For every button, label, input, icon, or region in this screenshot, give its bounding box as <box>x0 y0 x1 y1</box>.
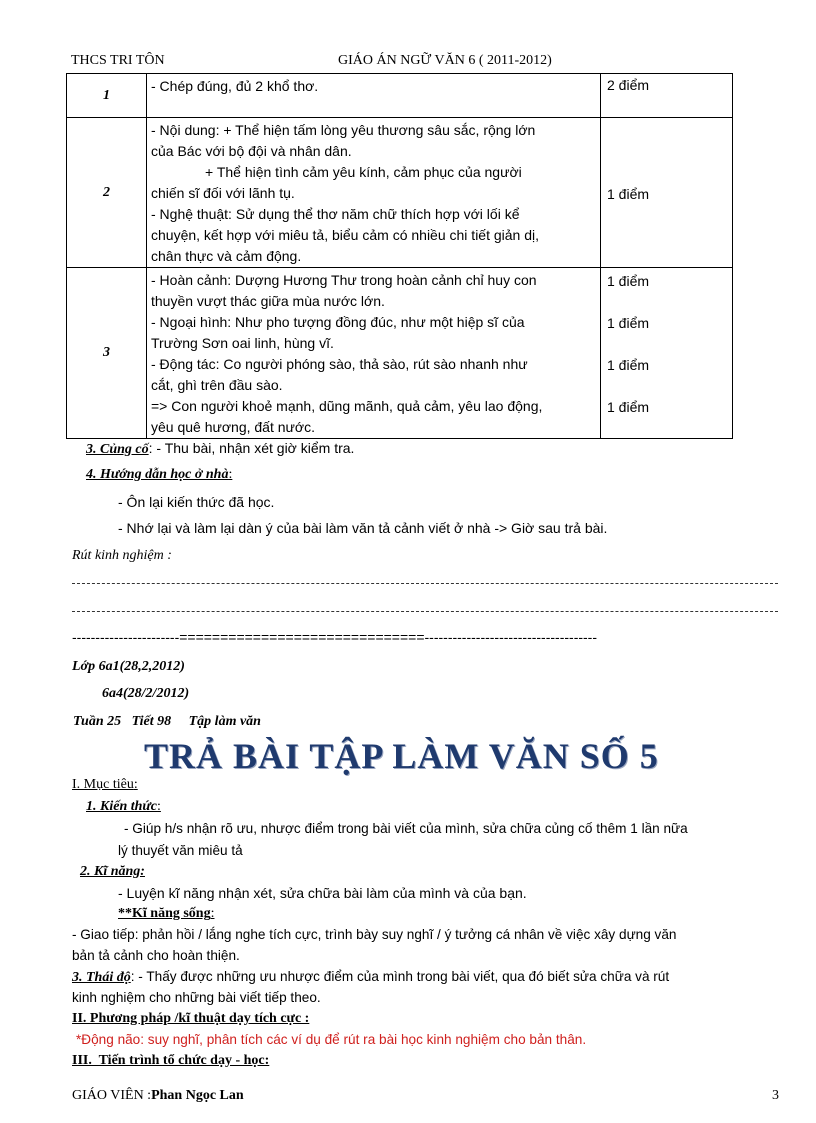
grading-table <box>66 73 733 439</box>
separator-line: -----------------------==============================------------------------------------- <box>72 629 597 645</box>
teacher-name: Phan Ngọc Lan <box>151 1088 244 1103</box>
thai-do-line <box>72 969 669 986</box>
tien-trinh-heading: III. Tiến trình tổ chức dạy - học: <box>72 1053 270 1068</box>
page-number: 3 <box>772 1088 779 1103</box>
points-value: 1 điểm <box>607 273 650 289</box>
cung-co-text: : - Thu bài, nhận xét giờ kiểm tra. <box>148 440 355 456</box>
page-title: TRẢ BÀI TẬP LÀM VĂN SỐ 5 <box>144 736 659 776</box>
content-line: => Con người khoẻ mạnh, dũng mãnh, quả cảm, yêu lao động, <box>151 398 543 414</box>
row-content <box>147 118 601 268</box>
row-points <box>601 118 733 268</box>
cung-co-line <box>86 440 354 458</box>
kien-thuc-text: lý thuyết văn miêu tả <box>118 843 243 858</box>
points-value: 1 điểm <box>607 357 650 373</box>
phuong-phap-heading: II. Phương pháp /kĩ thuật dạy tích cực : <box>72 1011 310 1026</box>
table-row <box>67 118 733 268</box>
row-number: 2 <box>67 118 147 268</box>
content-line: cắt, ghì trên đầu sào. <box>151 377 283 393</box>
content-line: chiến sĩ đối với lãnh tụ. <box>151 185 295 201</box>
footer-teacher <box>72 1088 244 1104</box>
thai-do-text: : - Thấy được những ưu nhược điểm của mình trong bài viết, qua đó biết sửa chữa và rút <box>130 969 670 984</box>
points-value: 1 điểm <box>607 186 650 202</box>
content-line: - Ngoại hình: Như pho tượng đồng đúc, như một hiệp sĩ của <box>151 314 525 330</box>
table-row <box>67 74 733 118</box>
ki-nang-heading: 2. Kĩ năng: <box>80 864 145 879</box>
header-course: GIÁO ÁN NGỮ VĂN 6 ( 2011-2012) <box>338 53 552 68</box>
ki-nang-song-text: bản tả cảnh cho hoàn thiện. <box>72 948 240 963</box>
kien-thuc-colon: : <box>157 799 161 814</box>
content-line: Trường Sơn oai linh, hùng vĩ. <box>151 335 334 351</box>
row-points <box>601 268 733 439</box>
kien-thuc-label: 1. Kiến thức <box>86 799 158 814</box>
content-line: + Thể hiện tình cảm yêu kính, cảm phục của người <box>205 164 522 180</box>
kien-thuc-text: - Giúp h/s nhận rõ ưu, nhược điểm trong bài viết của mình, sửa chữa củng cố thêm 1 lần nữa <box>124 821 688 836</box>
lop-line-2: 6a4(28/2/2012) <box>102 686 190 701</box>
muc-tieu-heading <box>72 777 138 793</box>
rut-kinh-nghiem-label: Rút kinh nghiệm : <box>72 548 172 563</box>
ki-nang-song-text: - Giao tiếp: phản hồi / lắng nghe tích cực, trình bày suy nghĩ / ý tưởng cá nhân về việc xây dựng văn <box>72 927 677 942</box>
points-value: 1 điểm <box>607 315 650 331</box>
huong-dan-colon: : <box>228 467 233 482</box>
phuong-phap-text: *Động não: suy nghĩ, phân tích các ví dụ để rút ra bài học kinh nghiệm cho bản thân. <box>76 1032 587 1047</box>
ki-nang-text: - Luyện kĩ năng nhận xét, sửa chữa bài làm của mình và của bạn. <box>118 885 527 901</box>
ki-nang-song-heading <box>118 906 214 922</box>
row-number: 1 <box>67 74 147 118</box>
row-content <box>147 74 601 118</box>
table-row <box>67 268 733 439</box>
points-value: 1 điểm <box>607 399 650 415</box>
content-line: - Hoàn cảnh: Dượng Hương Thư trong hoàn cảnh chỉ huy con <box>151 272 537 288</box>
content-line: - Động tác: Co người phóng sào, thả sào, rút sào nhanh như <box>151 356 528 372</box>
content-line: của Bác với bộ đội và nhân dân. <box>151 143 352 159</box>
ki-nang-song-label: **Kĩ năng sống <box>118 906 211 921</box>
row-number: 3 <box>67 268 147 439</box>
thai-do-label: 3. Thái độ <box>72 970 131 985</box>
thai-do-text-cont: kinh nghiệm cho những bài viết tiếp theo. <box>72 990 321 1005</box>
huong-dan-item: - Nhớ lại và làm lại dàn ý của bài làm văn tả cảnh viết ở nhà -> Giờ sau trả bài. <box>118 520 608 536</box>
content-line: chuyện, kết hợp với miêu tả, biểu cảm có nhiều chi tiết giản dị, <box>151 227 540 243</box>
content-line: yêu quê hương, đất nước. <box>151 419 315 435</box>
huong-dan-heading <box>86 467 232 483</box>
row-content <box>147 268 601 439</box>
points-value: 2 điểm <box>607 77 650 93</box>
dashed-line <box>72 611 778 612</box>
huong-dan-label: 4. Hướng dẫn học ở nhà <box>86 467 229 482</box>
tuan-tiet-line: Tuần 25 Tiết 98 Tập làm văn <box>73 714 261 729</box>
dashed-line <box>72 583 778 584</box>
content-line: - Chép đúng, đủ 2 khổ thơ. <box>151 78 319 94</box>
cung-co-label: 3. Củng cố <box>86 442 149 457</box>
content-line: - Nội dung: + Thể hiện tấm lòng yêu thương sâu sắc, rộng lớn <box>151 122 536 138</box>
row-points <box>601 74 733 118</box>
kien-thuc-heading <box>86 799 161 815</box>
muc-tieu-colon: : <box>133 777 138 792</box>
ki-nang-song-colon: : <box>210 906 215 921</box>
header-school: THCS TRI TÔN <box>71 53 165 68</box>
teacher-label: GIÁO VIÊN : <box>72 1088 152 1103</box>
content-line: chân thực và cảm động. <box>151 248 302 264</box>
content-line: thuyền vượt thác giữa mùa nước lớn. <box>151 293 385 309</box>
huong-dan-item: - Ôn lại kiến thức đã học. <box>118 494 275 510</box>
muc-tieu-label: I. Mục tiêu <box>72 777 134 792</box>
lop-line-1: Lớp 6a1(28,2,2012) <box>72 659 185 674</box>
content-line: - Nghệ thuật: Sử dụng thể thơ năm chữ thích hợp với lối kể <box>151 206 520 222</box>
